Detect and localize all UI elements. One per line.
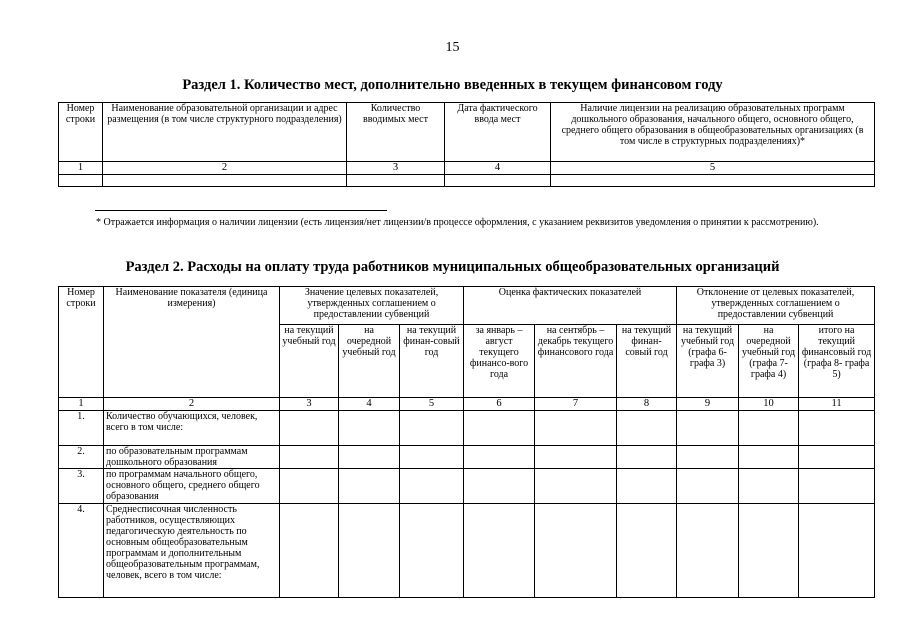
footnote-divider [95, 210, 387, 211]
header-row-number: Номер строки [59, 103, 103, 162]
sub-header: на текущий финан-совый год [400, 325, 464, 398]
col-number: 5 [400, 398, 464, 411]
col-number: 10 [739, 398, 799, 411]
empty-cell [445, 175, 551, 187]
data-cell [677, 504, 739, 598]
col-number: 1 [59, 398, 104, 411]
header-places-count: Количество вводимых мест [347, 103, 445, 162]
data-cell [799, 446, 875, 469]
header-input-date: Дата фактического ввода мест [445, 103, 551, 162]
data-cell [617, 469, 677, 504]
table-row [59, 504, 875, 598]
data-cell [280, 469, 339, 504]
data-cell [535, 446, 617, 469]
data-cell [617, 504, 677, 598]
row-number: 3. [59, 469, 104, 504]
data-cell [739, 411, 799, 446]
sub-header: итого на текущий финансовый год (графа 8- графа 5) [799, 325, 875, 398]
group-deviation: Отклонение от целевых показателей, утвержденных соглашением о предоставлении субвенций [677, 287, 875, 325]
empty-cell [347, 175, 445, 187]
col-number: 11 [799, 398, 875, 411]
row-number: 2. [59, 446, 104, 469]
data-cell [400, 411, 464, 446]
col-number: 9 [677, 398, 739, 411]
sub-header: на текущий учебный год [280, 325, 339, 398]
data-cell [617, 446, 677, 469]
header-row-number: Номер строки [59, 287, 104, 398]
data-cell [535, 469, 617, 504]
data-cell [617, 411, 677, 446]
sub-header: на очередной учебный год [339, 325, 400, 398]
sub-header: на текущий финан-совый год [617, 325, 677, 398]
empty-cell [103, 175, 347, 187]
col-number: 2 [103, 162, 347, 175]
col-number: 1 [59, 162, 103, 175]
data-cell [535, 411, 617, 446]
data-cell [339, 504, 400, 598]
page-number: 15 [445, 40, 460, 55]
table-row [59, 469, 875, 504]
data-cell [280, 446, 339, 469]
group-target-values: Значение целевых показателей, утвержденных соглашением о предоставлении субвенций [280, 287, 464, 325]
group-actual-values: Оценка фактических показателей [464, 287, 677, 325]
sub-header: за январь – август текущего финансо-вого года [464, 325, 535, 398]
section2-title: Раздел 2. Расходы на оплату труда работников муниципальных общеобразовательных организаций [125, 259, 780, 275]
col-number: 2 [104, 398, 280, 411]
col-number: 3 [280, 398, 339, 411]
data-cell [739, 469, 799, 504]
section1-table [58, 102, 875, 187]
col-number: 4 [445, 162, 551, 175]
col-number: 8 [617, 398, 677, 411]
data-cell [464, 446, 535, 469]
row-indicator: по программам начального общего, основного общего, среднего общего образования [104, 469, 280, 504]
row-indicator: Количество обучающихся, человек, всего в том числе: [104, 411, 280, 446]
sub-header: на текущий учебный год (графа 6- графа 3) [677, 325, 739, 398]
data-cell [464, 411, 535, 446]
section2-table [58, 286, 875, 598]
header-license: Наличие лицензии на реализацию образовательных программ дошкольного образования, начального общего, основного общего, среднего общего образования в общеобразовательных организациях (в том числе в структурных подразделениях)* [551, 103, 875, 162]
col-number: 3 [347, 162, 445, 175]
row-indicator: Среднесписочная численность работников, осуществляющих педагогическую деятельность по основным общеобразовательным программам и дополнительным общеобразовательным программам, человек, всего в том числе: [104, 504, 280, 598]
table-row [59, 446, 875, 469]
section1-title: Раздел 1. Количество мест, дополнительно введенных в текущем финансовом году [182, 77, 723, 93]
footnote: * Отражается информация о наличии лицензии (есть лицензия/нет лицензии/в процессе оформления, с указанием реквизитов уведомления о принятии к рассмотрению). [96, 217, 819, 228]
data-cell [280, 411, 339, 446]
data-cell [799, 469, 875, 504]
data-cell [464, 469, 535, 504]
data-cell [677, 469, 739, 504]
row-indicator: по образовательным программам дошкольного образования [104, 446, 280, 469]
header-indicator: Наименование показателя (единица измерения) [104, 287, 280, 398]
col-number: 5 [551, 162, 875, 175]
data-cell [400, 469, 464, 504]
data-cell [739, 504, 799, 598]
row-number: 1. [59, 411, 104, 446]
data-cell [280, 504, 339, 598]
data-cell [400, 504, 464, 598]
row-number: 4. [59, 504, 104, 598]
data-cell [799, 504, 875, 598]
data-cell [464, 504, 535, 598]
data-cell [677, 446, 739, 469]
empty-cell [551, 175, 875, 187]
empty-cell [59, 175, 103, 187]
col-number: 6 [464, 398, 535, 411]
data-cell [677, 411, 739, 446]
data-cell [739, 446, 799, 469]
data-cell [400, 446, 464, 469]
sub-header: на сентябрь – декабрь текущего финансового года [535, 325, 617, 398]
table-row [59, 411, 875, 446]
col-number: 7 [535, 398, 617, 411]
sub-header: на очередной учебный год (графа 7- графа 4) [739, 325, 799, 398]
data-cell [339, 446, 400, 469]
data-cell [799, 411, 875, 446]
data-cell [535, 504, 617, 598]
col-number: 4 [339, 398, 400, 411]
data-cell [339, 469, 400, 504]
header-org-name: Наименование образовательной организации и адрес размещения (в том числе структурного подразделения) [103, 103, 347, 162]
data-cell [339, 411, 400, 446]
